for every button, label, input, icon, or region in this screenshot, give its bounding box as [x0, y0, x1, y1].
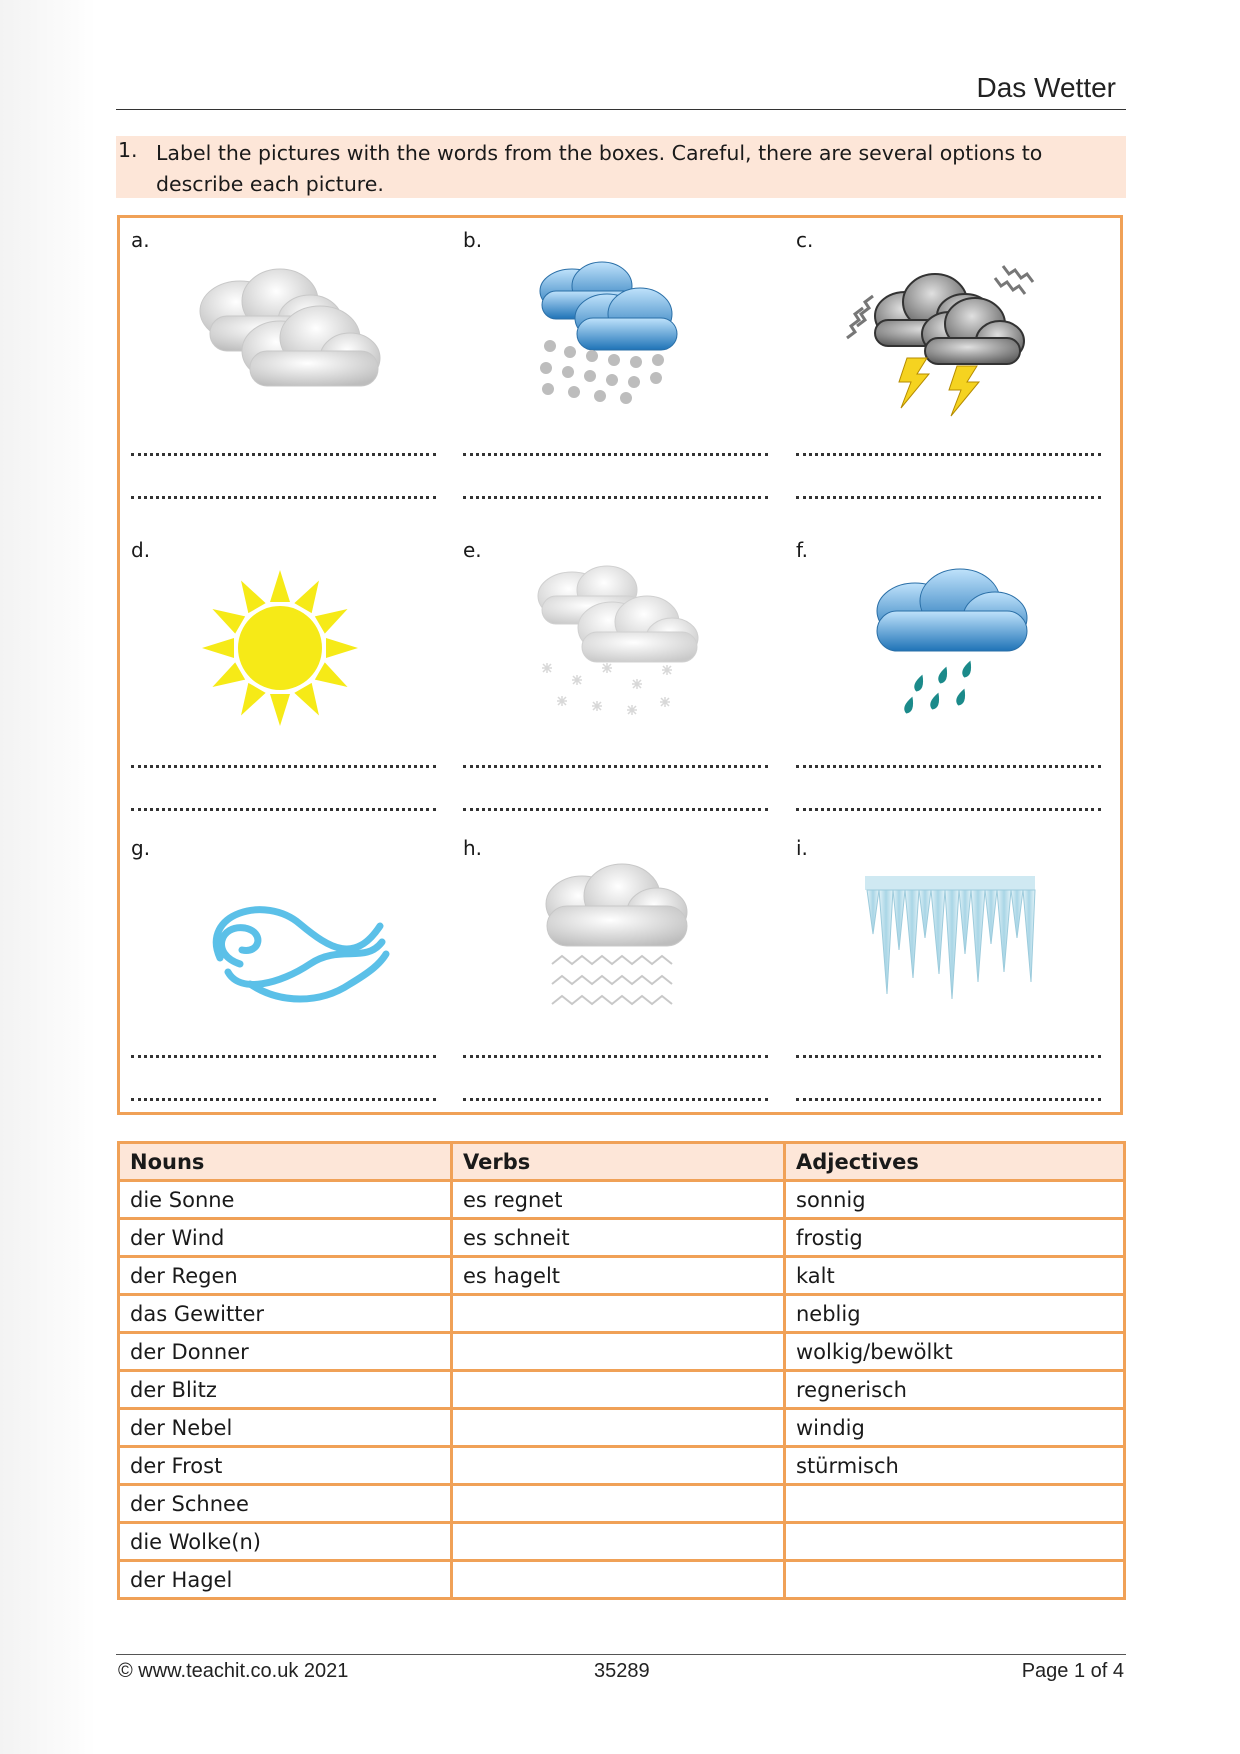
answer-line[interactable]	[796, 1098, 1101, 1101]
answer-line[interactable]	[796, 496, 1101, 499]
picture-cell-f	[785, 528, 1105, 828]
verb-cell	[452, 1295, 785, 1333]
noun-cell: die Sonne	[119, 1181, 452, 1219]
adjective-cell: windig	[785, 1409, 1125, 1447]
picture-letter: c.	[796, 228, 814, 252]
icicles-icon	[835, 854, 1055, 1034]
answer-line[interactable]	[796, 1055, 1101, 1058]
verb-cell: es hagelt	[452, 1257, 785, 1295]
verb-cell	[452, 1371, 785, 1409]
footer-page-number: Page 1 of 4	[1021, 1660, 1124, 1682]
table-row	[119, 1523, 1125, 1561]
answer-line[interactable]	[463, 453, 768, 456]
hail-icon	[502, 246, 722, 426]
instruction-box	[116, 136, 1126, 198]
picture-cell-e	[452, 528, 772, 828]
answer-line[interactable]	[463, 496, 768, 499]
noun-cell: der Blitz	[119, 1371, 452, 1409]
answer-line[interactable]	[131, 808, 436, 811]
adjective-cell: neblig	[785, 1295, 1125, 1333]
adjective-cell	[785, 1485, 1125, 1523]
noun-cell: das Gewitter	[119, 1295, 452, 1333]
noun-cell: der Frost	[119, 1447, 452, 1485]
adjective-cell: wolkig/bewölkt	[785, 1333, 1125, 1371]
verb-cell	[452, 1409, 785, 1447]
wind-icon	[170, 854, 390, 1034]
noun-cell: der Schnee	[119, 1485, 452, 1523]
picture-cell-d	[120, 528, 440, 828]
table-row	[119, 1447, 1125, 1485]
table-row	[119, 1333, 1125, 1371]
sun-icon	[170, 556, 390, 736]
answer-line[interactable]	[796, 765, 1101, 768]
adjective-cell: regnerisch	[785, 1371, 1125, 1409]
verb-cell	[452, 1523, 785, 1561]
table-row	[119, 1257, 1125, 1295]
header-divider	[116, 109, 1126, 110]
table-row	[119, 1485, 1125, 1523]
picture-letter: a.	[131, 228, 150, 252]
picture-cell-g	[120, 826, 440, 1126]
picture-grid	[117, 215, 1123, 1115]
rain-icon	[835, 556, 1055, 736]
picture-letter: g.	[131, 836, 151, 860]
noun-cell: der Donner	[119, 1333, 452, 1371]
verb-cell	[452, 1561, 785, 1599]
table-row	[119, 1181, 1125, 1219]
picture-letter: b.	[463, 228, 483, 252]
verb-cell: es schneit	[452, 1219, 785, 1257]
noun-cell: der Nebel	[119, 1409, 452, 1447]
table-row	[119, 1219, 1125, 1257]
verb-cell	[452, 1333, 785, 1371]
picture-cell-c	[785, 218, 1105, 518]
answer-line[interactable]	[796, 808, 1101, 811]
table-row	[119, 1371, 1125, 1409]
picture-cell-i	[785, 826, 1105, 1126]
answer-line[interactable]	[131, 1055, 436, 1058]
instruction-number: 1.	[118, 138, 138, 162]
adjective-cell: stürmisch	[785, 1447, 1125, 1485]
table-header-row	[119, 1143, 1125, 1181]
picture-letter: e.	[463, 538, 482, 562]
answer-line[interactable]	[463, 1055, 768, 1058]
answer-line[interactable]	[131, 765, 436, 768]
answer-line[interactable]	[463, 1098, 768, 1101]
cloudy-icon	[170, 246, 390, 426]
adjective-cell: kalt	[785, 1257, 1125, 1295]
picture-letter: d.	[131, 538, 151, 562]
page-title: Das Wetter	[976, 72, 1116, 103]
adjective-cell: frostig	[785, 1219, 1125, 1257]
footer-code: 35289	[594, 1660, 650, 1682]
footer-divider	[116, 1654, 1126, 1655]
picture-cell-b	[452, 218, 772, 518]
fog-icon	[502, 854, 722, 1034]
picture-letter: i.	[796, 836, 808, 860]
noun-cell: der Regen	[119, 1257, 452, 1295]
verb-cell	[452, 1447, 785, 1485]
verb-cell: es regnet	[452, 1181, 785, 1219]
column-header-nouns: Nouns	[119, 1143, 452, 1181]
vocabulary-table	[117, 1141, 1126, 1600]
adjective-cell	[785, 1523, 1125, 1561]
column-header-verbs: Verbs	[452, 1143, 785, 1181]
snow-icon	[502, 556, 722, 736]
table-row	[119, 1409, 1125, 1447]
answer-line[interactable]	[131, 1098, 436, 1101]
table-row	[119, 1295, 1125, 1333]
noun-cell: der Wind	[119, 1219, 452, 1257]
answer-line[interactable]	[131, 453, 436, 456]
column-header-adjectives: Adjectives	[785, 1143, 1125, 1181]
noun-cell: die Wolke(n)	[119, 1523, 452, 1561]
table-row	[119, 1561, 1125, 1599]
adjective-cell: sonnig	[785, 1181, 1125, 1219]
picture-letter: h.	[463, 836, 483, 860]
picture-letter: f.	[796, 538, 808, 562]
picture-cell-h	[452, 826, 772, 1126]
noun-cell: der Hagel	[119, 1561, 452, 1599]
answer-line[interactable]	[463, 765, 768, 768]
answer-line[interactable]	[463, 808, 768, 811]
adjective-cell	[785, 1561, 1125, 1599]
thunderstorm-icon	[835, 246, 1055, 426]
footer-copyright: © www.teachit.co.uk 2021	[118, 1660, 349, 1682]
answer-line[interactable]	[796, 453, 1101, 456]
instruction-text: Label the pictures with the words from the boxes. Careful, there are several options to describe each picture.	[156, 141, 1043, 196]
picture-cell-a	[120, 218, 440, 518]
verb-cell	[452, 1485, 785, 1523]
answer-line[interactable]	[131, 496, 436, 499]
